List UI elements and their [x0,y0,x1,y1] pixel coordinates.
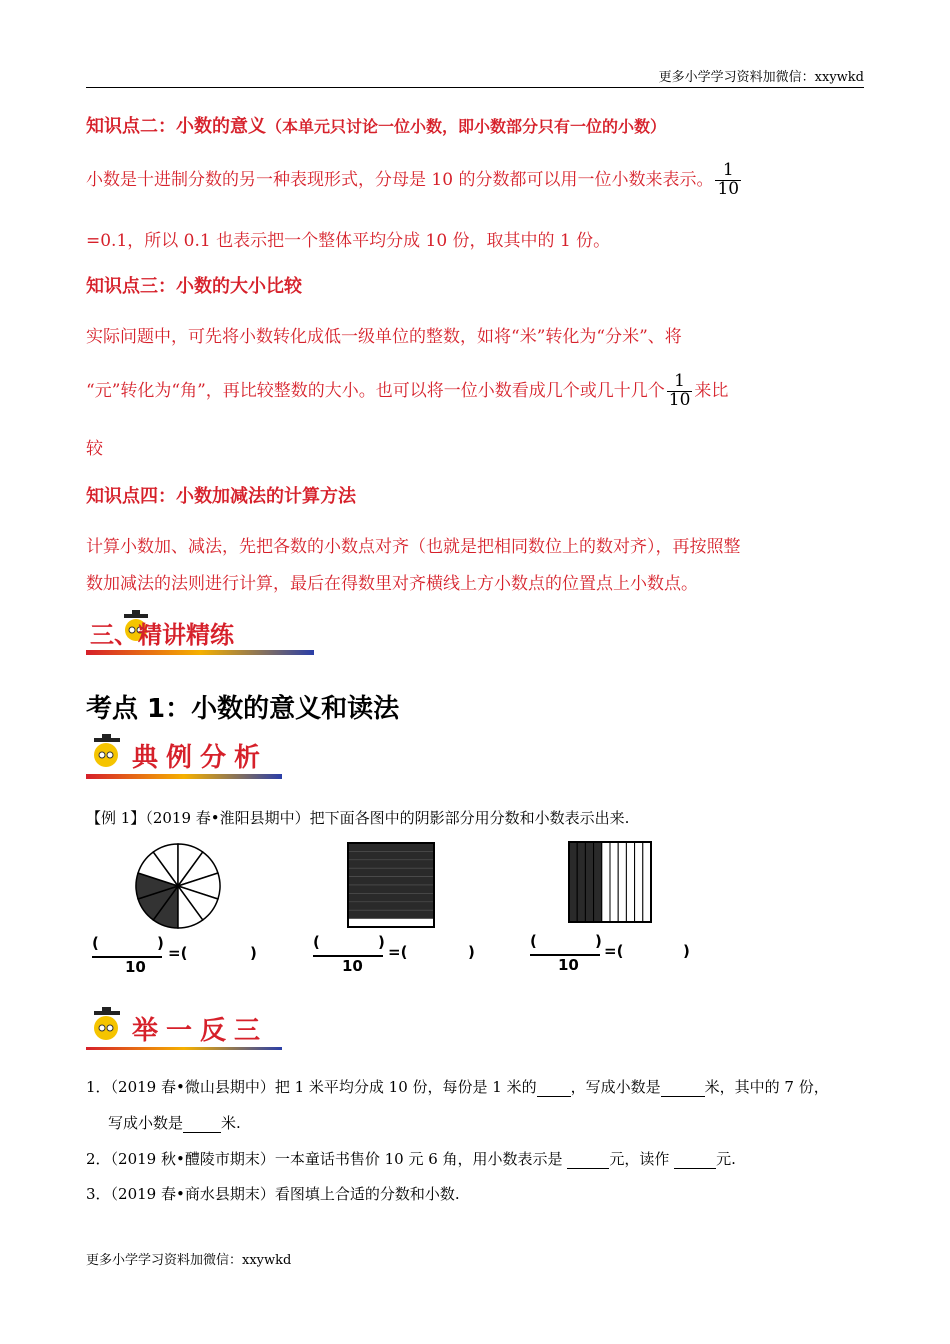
banner1-prefix: 三、精讲精练 [90,621,234,649]
q1-part3: 米，其中的 7 份， [704,1078,829,1096]
q1-blank1[interactable] [537,1078,571,1097]
kp2-note: （本单元只讨论一位小数，即小数部分只有一位的小数） [266,117,667,136]
square-row [348,919,434,927]
square-col [626,842,634,922]
square-row [348,893,434,901]
square-col [594,842,602,922]
square-row [348,910,434,918]
kp2-title [86,112,666,138]
q2-blank2[interactable] [674,1150,716,1169]
square-row [348,843,434,851]
square-col [569,842,577,922]
q2-part1: （2019 秋•醴陵市期末）一本童话书售价 10 元 6 角，用小数表示是 [110,1150,568,1168]
q1-blank2[interactable] [661,1078,705,1097]
page-footer: 更多小学学习资料加微信：xxywkd [86,1253,292,1268]
square-col [635,842,643,922]
page-header: 更多小学学习资料加微信：xxywkd [658,70,864,85]
question-2 [86,1148,736,1169]
example-1 [86,807,629,828]
kp3-fraction [667,373,693,410]
figure-pie [134,842,222,930]
kp3-frac-num: 1 [667,373,693,392]
kp3-line2b: 来比 [694,380,729,401]
square-row [348,851,434,859]
kp2-frac-den: 10 [717,178,740,199]
kp3-line2a: “元”转化为“角”，再比较整数的大小。也可以将一位小数看成几个或几十几个 [86,380,665,401]
q1-cont-a: 写成小数是 [108,1114,184,1132]
rp-2: ) [468,943,475,961]
paren-open-3: ( [530,932,537,950]
kp4-line2: 数加减法的法则进行计算，最后在得数里对齐横线上方小数点的位置点上小数点。 [86,574,698,594]
kp4-line1: 计算小数加、减法，先把各数的小数点对齐（也就是把相同数位上的数对齐），再按照整 [86,537,741,557]
q2-blank1[interactable] [567,1150,609,1169]
den-1: 10 [125,958,146,976]
square-col [602,842,610,922]
den-2: 10 [342,957,363,975]
q1-blank3[interactable] [183,1114,221,1133]
question-3 [86,1183,460,1204]
kp2-line2: =0.1，所以 0.1 也表示把一个整体平均分成 10 份，取其中的 1 份。 [86,231,611,251]
square-row [348,868,434,876]
rp-3: ) [683,942,690,960]
kp2-line1 [86,162,743,199]
q1-num: 1． [86,1078,111,1096]
kp3-line3: 较 [86,439,103,459]
q3-num: 3． [86,1185,111,1203]
q2-num: 2． [86,1150,111,1168]
banner2-text: 典例分析 [132,743,269,773]
example-label: 【例 1】 [86,809,146,827]
q2-part2: 元，读作 [609,1150,675,1168]
section-banner-juyifansan [86,1004,286,1050]
eq-1[interactable]: =( [168,944,188,962]
section-banner-dianli [86,733,286,779]
kp3-frac-den: 10 [668,389,691,410]
kp2-line1-text: 小数是十进制分数的另一种表现形式，分母是 10 的分数都可以用一位小数来表示。 [86,169,714,190]
kp3-line1: 实际问题中，可先将小数转化成低一级单位的整数，如将“米”转化为“分米”、将 [86,327,682,347]
paren-close-3: ) [595,932,602,950]
paren-open-1: ( [92,934,99,952]
question-1-cont [108,1112,241,1133]
square-col [577,842,585,922]
q3-part1: （2019 春•商水县期末）看图填上合适的分数和小数. [110,1185,460,1203]
square-col [618,842,626,922]
rp-1: ) [250,944,257,962]
q1-cont-b: 米. [221,1114,241,1132]
kp2-title-text: 知识点二：小数的意义 [86,116,266,137]
kp4-title: 知识点四：小数加减法的计算方法 [86,486,356,507]
kp2-frac-num: 1 [715,162,741,181]
square-row [348,885,434,893]
banner3-text: 举一反三 [132,1016,269,1046]
section-banner-jingjiang [86,610,316,656]
figure-square-cols [567,840,653,924]
q2-part3: 元. [716,1150,736,1168]
square-col [585,842,593,922]
q1-part1: （2019 春•微山县期中）把 1 米平均分成 10 份，每份是 1 米的 [110,1078,537,1096]
eq-3[interactable]: =( [604,942,624,960]
figure-square-rows [346,842,436,928]
square-row [348,877,434,885]
den-3: 10 [558,956,579,974]
square-col [643,842,651,922]
square-row [348,902,434,910]
doctor-mascot-icon [94,734,120,767]
example-text: （2019 春•淮阳县期中）把下面各图中的阴影部分用分数和小数表示出来. [145,809,630,827]
eq-2[interactable]: =( [388,943,408,961]
header-divider [86,87,864,88]
square-row [348,860,434,868]
doctor-mascot-icon [94,1007,120,1040]
kp3-line2 [86,373,728,410]
paren-open-2: ( [313,933,320,951]
paren-close-1: ) [157,934,164,952]
kp3-title: 知识点三：小数的大小比较 [86,276,302,297]
kp2-fraction [715,162,741,199]
paren-close-2: ) [378,933,385,951]
q1-part2: ，写成小数是 [570,1078,661,1096]
square-col [610,842,618,922]
kaodian-title: 考点 1：小数的意义和读法 [86,694,400,724]
question-1 [86,1076,829,1097]
